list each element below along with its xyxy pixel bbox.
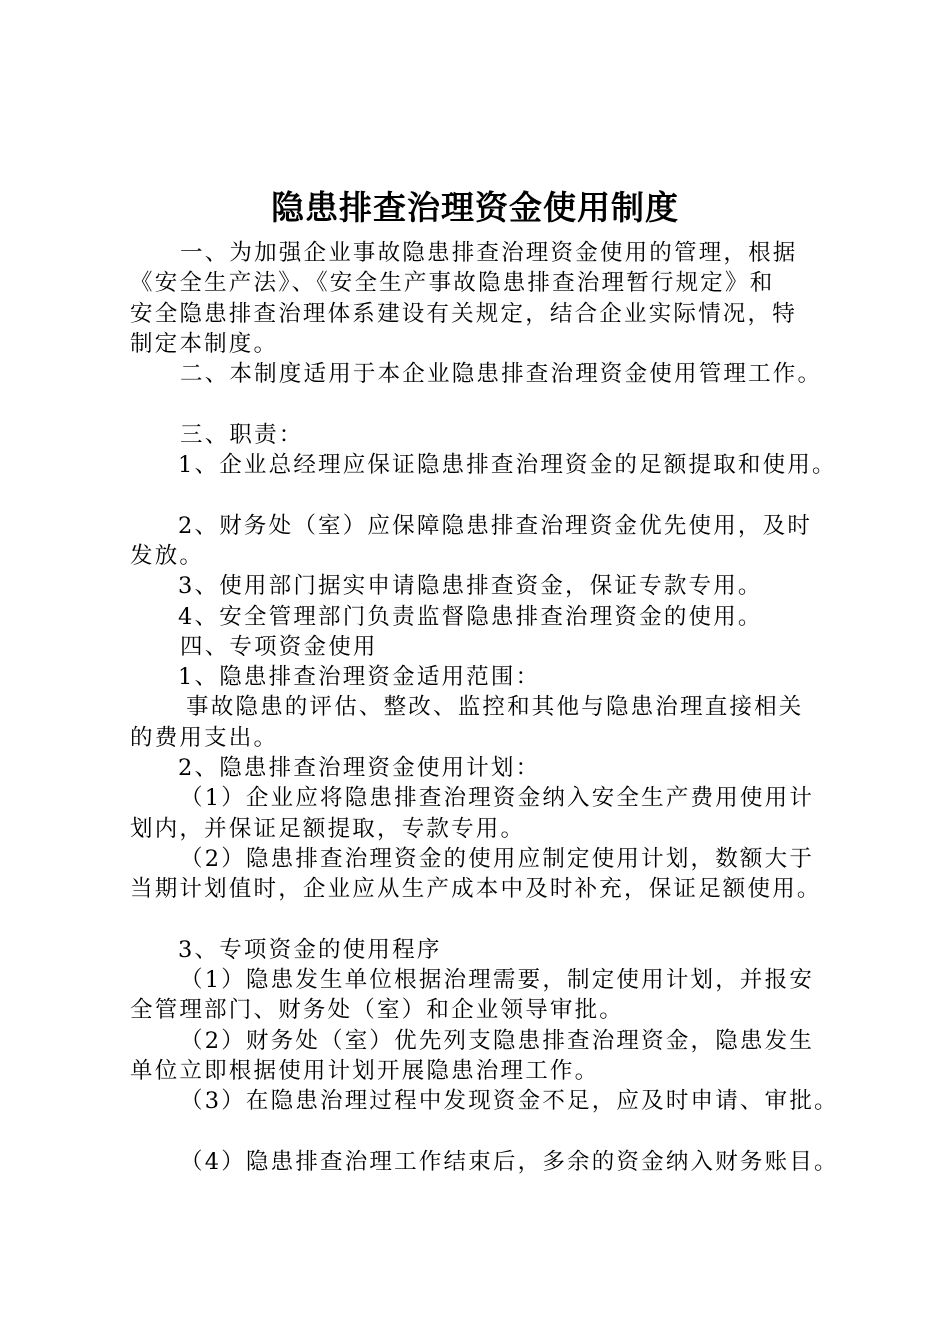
paragraph-line: （4）隐患排查治理工作结束后，多余的资金纳入财务账目。 bbox=[180, 1148, 839, 1175]
document-title: 隐患排查治理资金使用制度 bbox=[271, 188, 679, 227]
paragraph-line: 发放。 bbox=[130, 542, 205, 569]
section-heading: 三、职责： bbox=[180, 421, 304, 448]
paragraph-line: 单位立即根据使用计划开展隐患治理工作。 bbox=[130, 1058, 600, 1085]
paragraph-line: 当期计划值时，企业应从生产成本中及时补充，保证足额使用。 bbox=[130, 876, 822, 903]
paragraph-line: 4、安全管理部门负责监督隐患排查治理资金的使用。 bbox=[178, 603, 763, 630]
paragraph-line: （2）隐患排查治理资金的使用应制定使用计划，数额大于 bbox=[180, 845, 815, 872]
paragraph-line: 的费用支出。 bbox=[130, 724, 279, 751]
paragraph-line: （1）隐患发生单位根据治理需要，制定使用计划，并报安 bbox=[180, 967, 815, 994]
paragraph-line: 划内，并保证足额提取，专款专用。 bbox=[130, 815, 526, 842]
paragraph-line: （3）在隐患治理过程中发现资金不足，应及时申请、审批。 bbox=[180, 1088, 839, 1115]
paragraph-line: 二、本制度适用于本企业隐患排查治理资金使用管理工作。 bbox=[180, 361, 823, 388]
paragraph-line: 3、使用部门据实申请隐患排查资金，保证专款专用。 bbox=[178, 573, 763, 600]
paragraph-line: 制定本制度。 bbox=[130, 330, 279, 357]
paragraph-line: 《安全生产法》、《安全生产事故隐患排查治理暂行规定》和 bbox=[130, 270, 775, 297]
paragraph-line: 安全隐患排查治理体系建设有关规定，结合企业实际情况，特 bbox=[130, 300, 797, 327]
paragraph-line: 事故隐患的评估、整改、监控和其他与隐患治理直接相关 bbox=[186, 694, 804, 721]
blank-line bbox=[130, 905, 830, 935]
paragraph-line: 全管理部门、财务处（室）和企业领导审批。 bbox=[130, 997, 625, 1024]
paragraph-line: 2、财务处（室）应保障隐患排查治理资金优先使用，及时 bbox=[178, 512, 813, 539]
blank-line bbox=[130, 1117, 830, 1147]
blank-line bbox=[130, 480, 830, 510]
paragraph-line: （2）财务处（室）优先列支隐患排查治理资金，隐患发生 bbox=[180, 1027, 815, 1054]
blank-line bbox=[130, 389, 830, 419]
paragraph-line: 一、为加强企业事故隐患排查治理资金使用的管理，根据 bbox=[180, 240, 798, 266]
paragraph-line: 1、隐患排查治理资金适用范围： bbox=[178, 664, 541, 691]
paragraph-line: 1、企业总经理应保证隐患排查治理资金的足额提取和使用。 bbox=[178, 452, 837, 479]
document-body bbox=[130, 238, 839, 1177]
section-heading: 四、专项资金使用 bbox=[180, 633, 378, 660]
paragraph-line: 3、专项资金的使用程序 bbox=[178, 936, 442, 963]
paragraph-line: 2、隐患排查治理资金使用计划： bbox=[178, 755, 541, 782]
paragraph-line: （1）企业应将隐患排查治理资金纳入安全生产费用使用计 bbox=[180, 785, 815, 812]
